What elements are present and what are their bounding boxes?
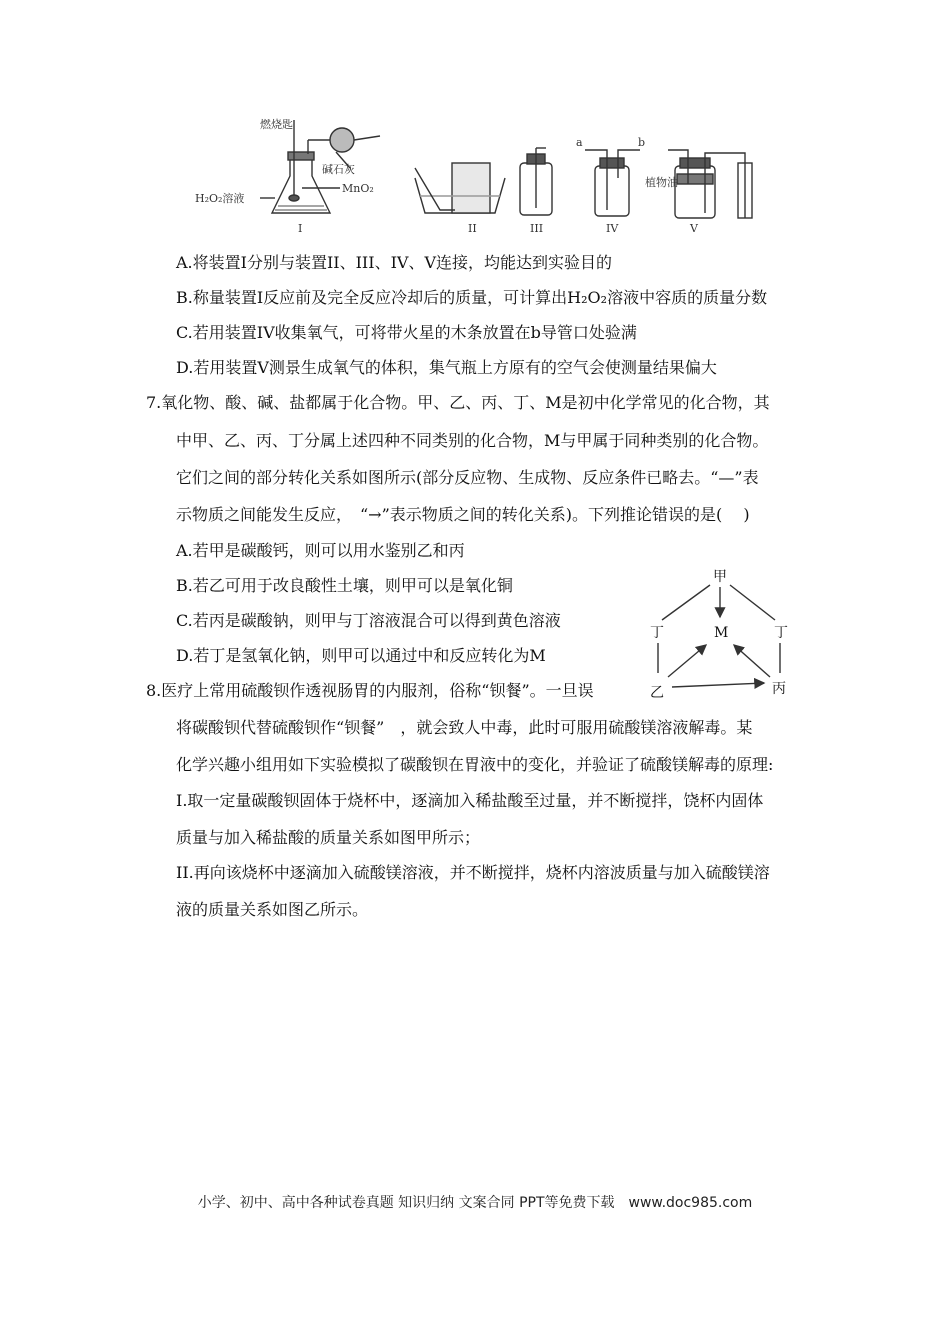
q6-option-d: D.若用装置V测景生成氧气的体积，集气瓶上方原有的空气会使测量结果偏大 — [176, 358, 717, 377]
port-a-label: a — [576, 136, 583, 149]
node-yi: 乙 — [650, 685, 664, 701]
device-iv-bottle — [585, 150, 640, 216]
soda-lime-label: 碱石灰 — [322, 163, 355, 176]
q7-stem-line-3: 它们之间的部分转化关系如图所示(部分反应物、生成物、反应条件已略去。“—”表 — [176, 468, 759, 487]
q7-option-c: C.若丙是碳酸钠，则甲与丁溶液混合可以得到黄色溶液 — [176, 611, 561, 630]
device-v-bottle — [668, 150, 752, 218]
q7-option-d: D.若丁是氢氧化钠，则甲可以通过中和反应转化为M — [176, 646, 546, 665]
q7-stem-line-1: 7.氧化物、酸、碱、盐都属于化合物。甲、乙、丙、丁、M是初中化学常见的化合物，其 — [146, 393, 770, 412]
edge-jia-ding-right — [730, 585, 775, 620]
edge-jia-ding-left — [662, 585, 710, 620]
q7-stem-line-4: 示物质之间能发生反应， “→”表示物质之间的转化关系)。下列推论错误的是( ) — [176, 505, 750, 524]
q7-stem-line-2: 中甲、乙、丙、丁分属上述四种不同类别的化合物，M与甲属于同种类别的化合物。 — [176, 431, 769, 450]
arrow-yi-m — [668, 645, 706, 677]
apparatus-figure — [190, 118, 770, 238]
q8-line-5: 质量与加入稀盐酸的质量关系如图甲所示； — [176, 828, 481, 847]
mno2-label: MnO₂ — [342, 182, 374, 195]
roman-i: I — [298, 222, 303, 235]
roman-iii: III — [530, 222, 544, 235]
q8-line-2: 将碳酸钡代替硫酸钡作“钡餐” ，就会致人中毒，此时可服用硫酸镁溶液解毒。某 — [176, 718, 753, 737]
node-m: M — [714, 625, 729, 641]
oil-label: 植物油 — [645, 176, 678, 189]
roman-ii: II — [468, 222, 477, 235]
q8-line-3: 化学兴趣小组用如下实验模拟了碳酸钡在胃液中的变化，并验证了硫酸镁解毒的原理: — [176, 755, 774, 774]
h2o2-label: H₂O₂溶液 — [195, 192, 245, 205]
q6-option-c: C.若用装置IV收集氧气，可将带火星的木条放置在b导管口处验满 — [176, 323, 637, 342]
q7-relation-diagram — [640, 565, 800, 705]
q8-line-7: 液的质量关系如图乙所示。 — [176, 900, 369, 919]
device-i-flask — [260, 120, 380, 213]
node-bing: 丙 — [772, 681, 786, 697]
page-footer: 小学、初中、高中各种试卷真题 知识归纳 文案合同 PPT等免费下载 www.doc985.com — [197, 1195, 753, 1211]
device-iii-bottle — [520, 148, 552, 215]
node-jia: 甲 — [713, 569, 727, 585]
q8-line-6: II.再向该烧杯中逐滴加入硫酸镁溶液，并不断搅拌，烧杯内溶波质量与加入硫酸镁溶 — [176, 863, 770, 882]
port-b-label: b — [638, 136, 646, 149]
q8-line-4: I.取一定量碳酸钡固体于烧杯中，逐滴加入稀盐酸至过量，并不断搅拌，饶杯内固体 — [176, 791, 764, 810]
q7-option-b: B.若乙可用于改良酸性土壤，则甲可以是氧化铜 — [176, 576, 513, 595]
q7-option-a: A.若甲是碳酸钙，则可以用水鉴别乙和丙 — [176, 541, 465, 560]
arrow-bing-m — [734, 645, 770, 677]
roman-iv: IV — [606, 222, 619, 235]
device-ii-trough — [415, 163, 505, 213]
arrow-yi-bing — [672, 683, 764, 687]
node-ding-left: 丁 — [650, 625, 664, 641]
q6-option-a: A.将装置I分别与装置II、III、IV、V连接，均能达到实验目的 — [176, 253, 612, 272]
q8-line-1: 8.医疗上常用硫酸钡作透视肠胃的内服剂，俗称“钡餐”。一旦误 — [146, 681, 594, 700]
q6-option-b: B.称量装置I反应前及完全反应冷却后的质量，可计算出H₂O₂溶液中容质的质量分数 — [176, 288, 768, 307]
node-ding-right: 丁 — [774, 625, 788, 641]
roman-v: V — [690, 222, 698, 235]
burner-label: 燃烧匙 — [260, 118, 293, 131]
